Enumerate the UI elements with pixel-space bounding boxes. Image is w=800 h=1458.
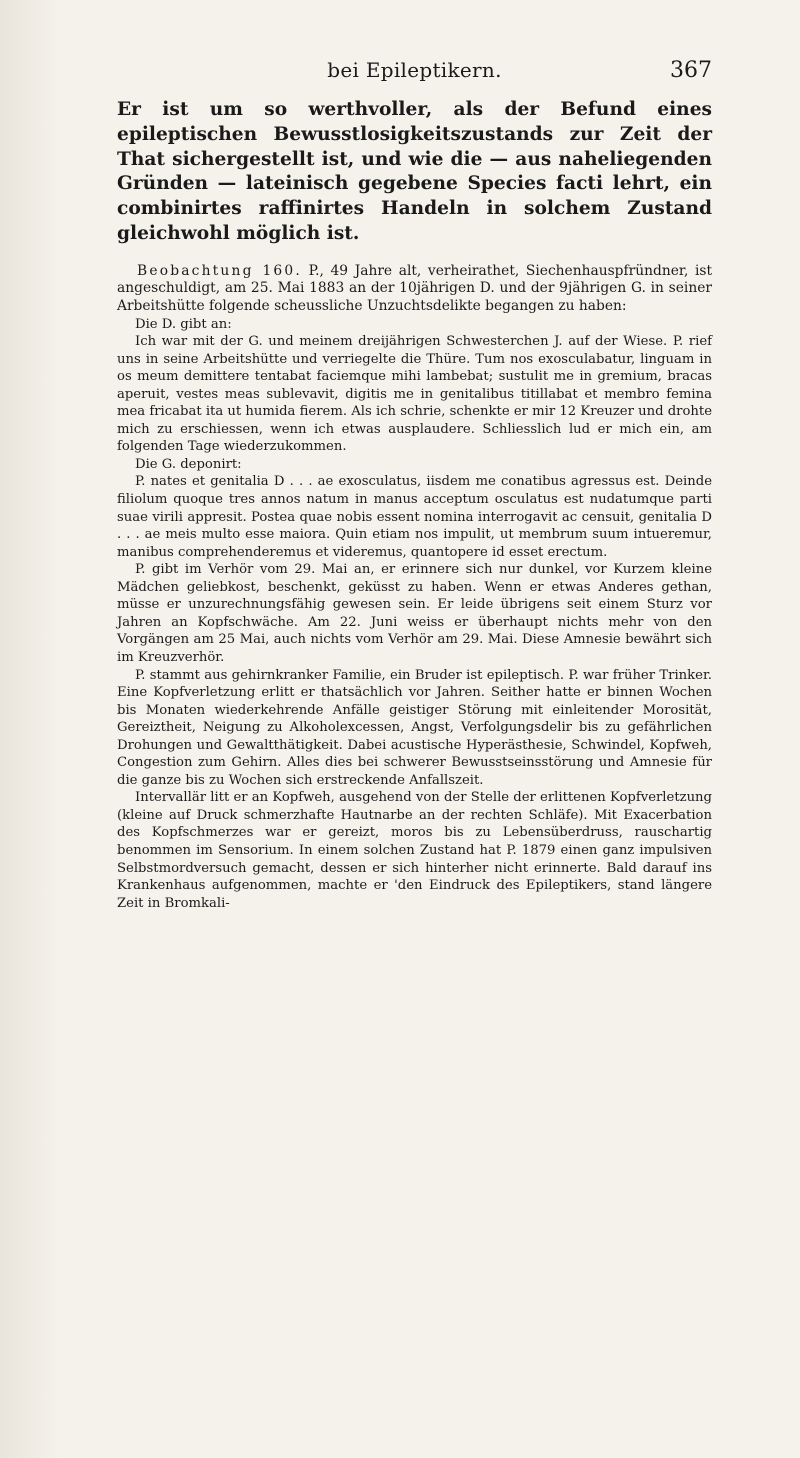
paragraph-d-statement-intro: Die D. gibt an: — [135, 316, 232, 332]
observation-paragraph — [117, 263, 712, 316]
paragraph-g-deposition-intro: Die G. deponirt: — [135, 456, 242, 472]
observation-text: P., 49 Jahre alt, verheirathet, Siechenhauspfründner, ist angeschuldigt, am 25. Mai 1883 an der 10jährigen D. und der 9jährigen G. in seiner Arbeitshütte folgende scheussliche Unzuchtsdelikte begangen zu haben: — [117, 262, 713, 314]
body-text — [117, 98, 712, 912]
intro-paragraph: Er ist um so werthvoller, als der Befund eines epileptischen Bewusstlosigkeitszustands zur Zeit der That sichergestellt ist, und wie die — aus naheliegenden Gründen — lateinisch gegebene Species facti lehrt, ein combinirtes raffinirtes Handeln in solchem Zustand gleichwohl möglich ist. — [117, 99, 712, 244]
running-head: bei Epileptikern. — [327, 58, 502, 82]
paragraph-d-statement: Ich war mit der G. und meinem dreijährigen Schwesterchen J. auf der Wiese. P. rief uns in seine Arbeitshütte und verriegelte die Thüre. Tum nos exosculabatur, linguam in os meum demittere tentabat faciemque mihi lambebat; sustulit me in gremium, bracas aperuit, vestes meas sublevavit, digitis me in genitalibus titillabat et membro femina mea fricabat ita ut humida fierem. Als ich schrie, schenkte er mir 12 Kreuzer und drohte mich zu erschiessen, wenn ich etwas ausplaudere. Schliesslich lud er mich ein, am folgenden Tage wiederzukommen. — [117, 334, 712, 455]
paragraph-interval: Intervallär litt er an Kopfweh, ausgehend von der Stelle der erlittenen Kopfverletzung (kleine auf Druck schmerzhafte Hautnarbe an der rechten Schläfe). Mit Exacerbation des Kopfschmerzes war er gereizt, moros bis zu Lebensüberdruss, rauschartig benommen im Sensorium. In einem solchen Zustand hat P. 1879 einen ganz impulsiven Selbstmordversuch gemacht, dessen er sich hinterher nicht erinnerte. Bald darauf ins Krankenhaus aufgenommen, machte er 'den Eindruck des Epileptikers, stand längere Zeit in Bromkali- — [117, 790, 712, 911]
page-number: 367 — [670, 58, 712, 83]
observation-label: Beobachtung 160. — [137, 262, 302, 279]
paragraph-history: P. stammt aus gehirnkranker Familie, ein Bruder ist epileptisch. P. war früher Trinker. Eine Kopfverletzung erlitt er thatsächlich vor Jahren. Seither hatte er binnen Wochen bis Monaten wiederkehrende Anfälle geistiger Störung mit einleitender Morosität, Gereiztheit, Neigung zu Alkoholexcessen, Angst, Verfolgungsdelir bis zu gefährlichen Drohungen und Gewaltthätigkeit. Dabei acustische Hyperästhesie, Schwindel, Kopfweh, Congestion zum Gehirn. Alles dies bei schwerer Bewusstseinsstörung und Amnesie für die ganze bis zu Wochen sich erstreckende Anfallszeit. — [117, 667, 712, 788]
page-header — [117, 58, 712, 88]
paragraph-g-deposition: P. nates et genitalia D . . . ae exosculatus, iisdem me conatibus agressus est. Deinde filiolum quoque tres annos natum in manus acceptum osculatus est nudatumque parti suae virili appresit. Postea quae nobis essent nomina interrogavit ac censuit, genitalia D . . . ae meis multo esse maiora. Quin etiam nos impulit, ut membrum suum intueremur, manibus comprehenderemus et videremus, quantopere id esset erectum. — [117, 474, 712, 560]
paragraph-interrogation: P. gibt im Verhör vom 29. Mai an, er erinnere sich nur dunkel, vor Kurzem kleine Mädchen geliebkost, beschenkt, geküsst zu haben. Wenn er etwas Anderes gethan, müsse er unzurechnungsfähig gewesen sein. Er leide übrigens seit einem Sturz vor Jahren an Kopfschwäche. Am 22. Juni weiss er überhaupt nichts mehr von den Vorgängen am 25 Mai, auch nichts vom Verhör am 29. Mai. Diese Amnesie bewährt sich im Kreuzverhör. — [117, 562, 712, 665]
